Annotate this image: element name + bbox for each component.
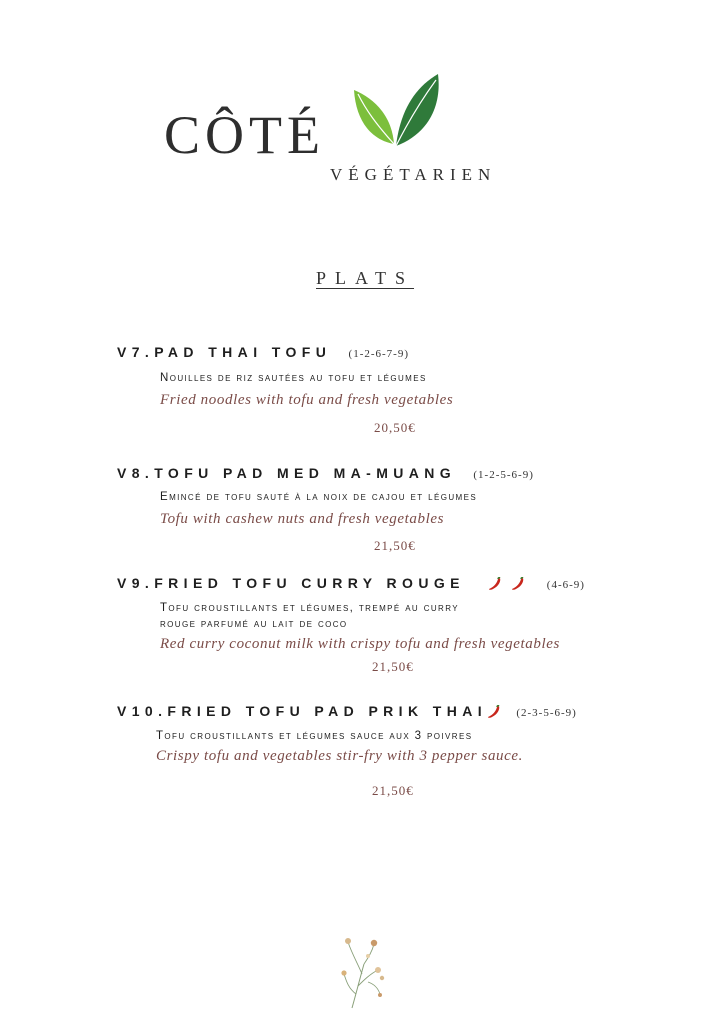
dish-description-fr: Emincé de tofu sauté à la noix de cajou et légumes [160, 491, 478, 503]
dish-name: V8.TOFU PAD MED MA-MUANG [117, 465, 457, 481]
dish-description-en: Fried noodles with tofu and fresh vegetables [160, 392, 454, 408]
dish-price: 21,50€ [372, 783, 414, 798]
dish-description-fr: Tofu croustillants et légumes sauce aux 3 poivres [156, 730, 473, 742]
dish-name: V9.FRIED TOFU CURRY ROUGE [117, 575, 465, 591]
dish-description-en: Red curry coconut milk with crispy tofu and fresh vegetables [160, 636, 560, 652]
allergen-codes: (1-2-5-6-9) [473, 469, 534, 481]
dish-title-v10 [117, 703, 577, 719]
dish-title-v8 [117, 465, 534, 481]
dish-price: 21,50€ [374, 538, 416, 553]
dish-title-v7 [117, 344, 409, 360]
dish-description-fr: Nouilles de riz sautées au tofu et légumes [160, 372, 427, 384]
chili-icon [511, 577, 525, 591]
dish-description-fr: Tofu croustillants et légumes, trempé au curry [160, 602, 460, 614]
dish-price: 21,50€ [372, 659, 414, 674]
allergen-codes: (1-2-6-7-9) [348, 348, 410, 360]
dish-title-v9 [117, 575, 585, 591]
dish-name: V10.FRIED TOFU PAD PRIK THAI [117, 703, 488, 719]
dish-description-en: Crispy tofu and vegetables stir-fry with 3 pepper sauce. [156, 748, 524, 764]
leaves-icon [352, 72, 442, 154]
logo-cote: CÔTÉ [164, 105, 325, 165]
dish-description-fr: rouge parfumé au lait de coco [160, 618, 348, 630]
flower-illustration [338, 934, 388, 1010]
allergen-codes: (4-6-9) [546, 579, 585, 591]
chili-icon [487, 705, 501, 719]
dish-price: 20,50€ [374, 420, 416, 435]
section-title: PLATS [316, 268, 415, 288]
dish-description-en: Tofu with cashew nuts and fresh vegetables [160, 511, 445, 527]
spice-level-v10 [487, 703, 501, 719]
logo-vegetarien: VÉGÉTARIEN [330, 165, 497, 184]
chili-icon [488, 577, 502, 591]
dish-name: V7.PAD THAI TOFU [117, 344, 332, 360]
allergen-codes: (2-3-5-6-9) [516, 707, 577, 719]
spice-level-v9 [488, 575, 535, 591]
